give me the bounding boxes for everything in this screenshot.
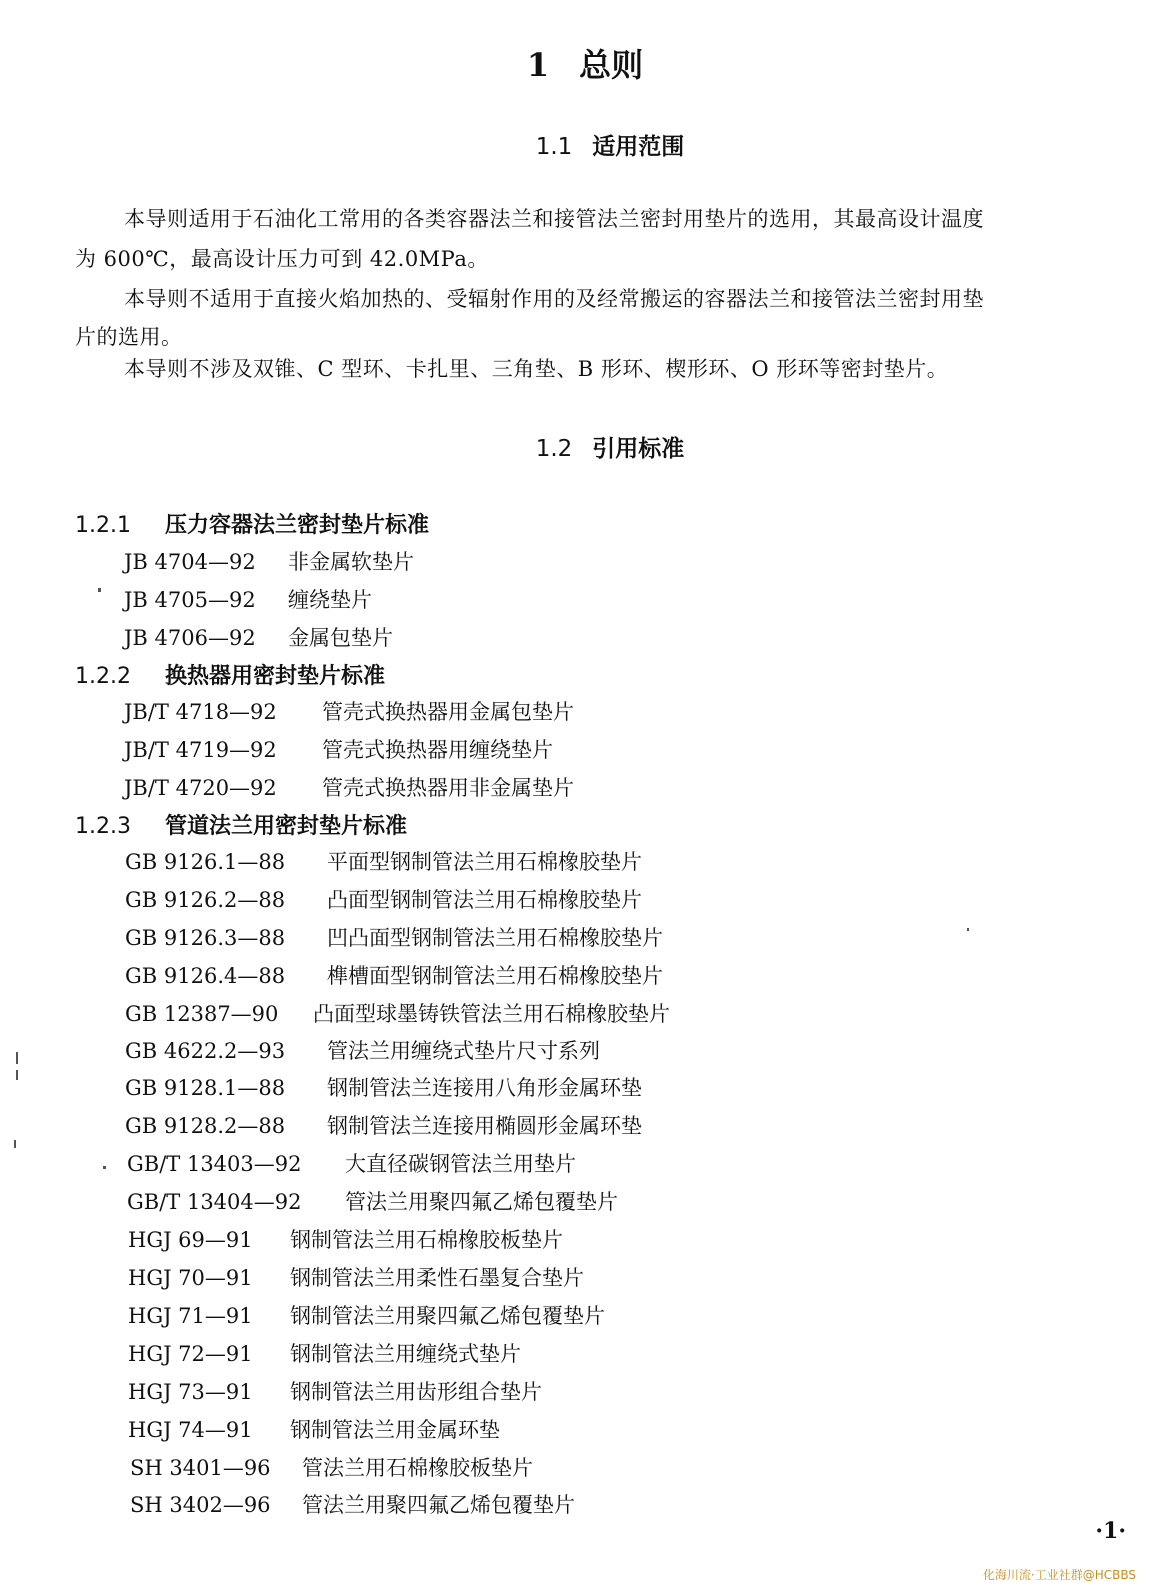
standard-name: 缠绕垫片 [288, 588, 372, 612]
subsection-number: 1.2.3 [75, 814, 131, 839]
standard-code: HGJ 74—91 [128, 1418, 253, 1442]
standard-code: HGJ 70—91 [128, 1266, 253, 1290]
section-number: 1.2 [535, 436, 573, 462]
standard-code: HGJ 69—91 [128, 1228, 253, 1252]
standard-item [127, 1148, 576, 1178]
standard-item [128, 1300, 605, 1330]
standard-name: 大直径碳钢管法兰用垫片 [345, 1152, 576, 1176]
standard-code: GB 9126.4—88 [125, 964, 286, 988]
standard-item [125, 1035, 600, 1065]
section-title: 引用标准 [592, 436, 685, 462]
standard-name: 管法兰用聚四氟乙烯包覆垫片 [302, 1493, 575, 1517]
standard-name: 管法兰用缠绕式垫片尺寸系列 [327, 1039, 600, 1063]
paragraph-2-line-1: 本导则不适用于直接火焰加热的、受辐射作用的及经常搬运的容器法兰和接管法兰密封用垫 [124, 287, 984, 311]
standard-name: 钢制管法兰用柔性石墨复合垫片 [290, 1266, 584, 1290]
standard-item [124, 546, 414, 576]
paragraph-3-line-1: 本导则不涉及双锥、C 型环、卡扎里、三角垫、B 形环、楔形环、O 形环等密封垫片。 [124, 357, 949, 381]
standard-name: 金属包垫片 [288, 626, 393, 650]
standard-name: 钢制管法兰用缠绕式垫片 [290, 1342, 521, 1366]
standard-name: 凸面型球墨铸铁管法兰用石棉橡胶垫片 [313, 1002, 670, 1026]
standard-item [128, 1224, 563, 1254]
standard-item [125, 960, 663, 990]
standard-name: 凸面型钢制管法兰用石棉橡胶垫片 [327, 888, 642, 912]
standard-code: GB 12387—90 [125, 1002, 279, 1026]
scan-speck [103, 1166, 106, 1169]
standard-item [125, 846, 642, 876]
standard-item [128, 1338, 521, 1368]
standard-item [130, 1452, 533, 1482]
standard-name: 钢制管法兰用金属环垫 [290, 1418, 500, 1442]
chapter-title: 总则 [579, 46, 644, 84]
standard-code: GB 9126.3—88 [125, 926, 286, 950]
standard-item [125, 884, 642, 914]
standard-name: 非金属软垫片 [288, 550, 414, 574]
standard-name: 管壳式换热器用金属包垫片 [322, 700, 574, 724]
section-heading-1-1 [0, 128, 1170, 161]
standard-code: GB 4622.2—93 [125, 1039, 286, 1063]
standard-item [125, 1072, 642, 1102]
standard-code: SH 3401—96 [130, 1456, 271, 1480]
page-number: ·1· [1095, 1518, 1126, 1544]
scan-speck [16, 1052, 18, 1064]
standard-code: JB/T 4718—92 [124, 700, 277, 724]
standard-name: 钢制管法兰连接用椭圆形金属环垫 [327, 1114, 642, 1138]
subsection-title: 压力容器法兰密封垫片标准 [165, 513, 430, 538]
standard-name: 平面型钢制管法兰用石棉橡胶垫片 [327, 850, 642, 874]
standard-code: JB 4704—92 [124, 550, 256, 574]
standard-item [125, 998, 670, 1028]
standard-name: 管法兰用聚四氟乙烯包覆垫片 [345, 1190, 618, 1214]
watermark: 化海川流·工业社群@HCBBS [982, 1568, 1136, 1582]
subsection-heading [75, 809, 407, 840]
standard-code: GB/T 13404—92 [127, 1190, 302, 1214]
standard-code: HGJ 72—91 [128, 1342, 253, 1366]
standard-item [124, 696, 574, 726]
paragraph-1-line-1: 本导则适用于石油化工常用的各类容器法兰和接管法兰密封用垫片的选用，其最高设计温度 [124, 207, 984, 231]
standard-item [128, 1414, 500, 1444]
standard-name: 管法兰用石棉橡胶板垫片 [302, 1456, 533, 1480]
standard-code: HGJ 71—91 [128, 1304, 253, 1328]
standard-code: JB/T 4720—92 [124, 776, 277, 800]
subsection-heading [75, 659, 385, 690]
paragraph-2-line-2: 片的选用。 [75, 325, 183, 349]
section-heading-1-2 [0, 430, 1170, 463]
standard-code: GB/T 13403—92 [127, 1152, 302, 1176]
subsection-title: 换热器用密封垫片标准 [165, 664, 386, 689]
standard-item [130, 1489, 575, 1519]
standard-name: 钢制管法兰用聚四氟乙烯包覆垫片 [290, 1304, 605, 1328]
standard-item [124, 772, 574, 802]
scan-speck [98, 588, 101, 592]
standard-code: HGJ 73—91 [128, 1380, 253, 1404]
standard-name: 钢制管法兰用齿形组合垫片 [290, 1380, 542, 1404]
standard-name: 管壳式换热器用非金属垫片 [322, 776, 574, 800]
chapter-heading [0, 40, 1170, 86]
standard-item [125, 922, 663, 952]
subsection-number: 1.2.1 [75, 513, 131, 538]
standard-name: 钢制管法兰用石棉橡胶板垫片 [290, 1228, 563, 1252]
standard-code: SH 3402—96 [130, 1493, 271, 1517]
standard-code: JB 4706—92 [124, 626, 256, 650]
standard-item [128, 1262, 584, 1292]
standard-item [124, 622, 393, 652]
standard-item [124, 734, 553, 764]
standard-code: GB 9126.1—88 [125, 850, 286, 874]
section-number: 1.1 [535, 134, 573, 160]
subsection-heading [75, 508, 429, 539]
scan-speck [16, 1070, 18, 1080]
subsection-number: 1.2.2 [75, 664, 131, 689]
subsection-title: 管道法兰用密封垫片标准 [165, 814, 408, 839]
standard-name: 钢制管法兰连接用八角形金属环垫 [327, 1076, 642, 1100]
paragraph-1-line-2: 为 600℃，最高设计压力可到 42.0MPa。 [75, 247, 489, 271]
standard-name: 榫槽面型钢制管法兰用石棉橡胶垫片 [327, 964, 663, 988]
section-title: 适用范围 [592, 134, 685, 160]
standard-code: GB 9128.2—88 [125, 1114, 286, 1138]
standard-name: 凹凸面型钢制管法兰用石棉橡胶垫片 [327, 926, 663, 950]
standard-code: JB/T 4719—92 [124, 738, 277, 762]
standard-code: GB 9128.1—88 [125, 1076, 286, 1100]
scan-speck [14, 1140, 16, 1148]
standard-code: GB 9126.2—88 [125, 888, 286, 912]
chapter-number: 1 [526, 46, 550, 84]
scan-speck [967, 928, 969, 931]
standard-name: 管壳式换热器用缠绕垫片 [322, 738, 553, 762]
standard-item [128, 1376, 542, 1406]
standard-item [127, 1186, 618, 1216]
standard-item [125, 1110, 642, 1140]
standard-code: JB 4705—92 [124, 588, 256, 612]
standard-item [124, 584, 372, 614]
